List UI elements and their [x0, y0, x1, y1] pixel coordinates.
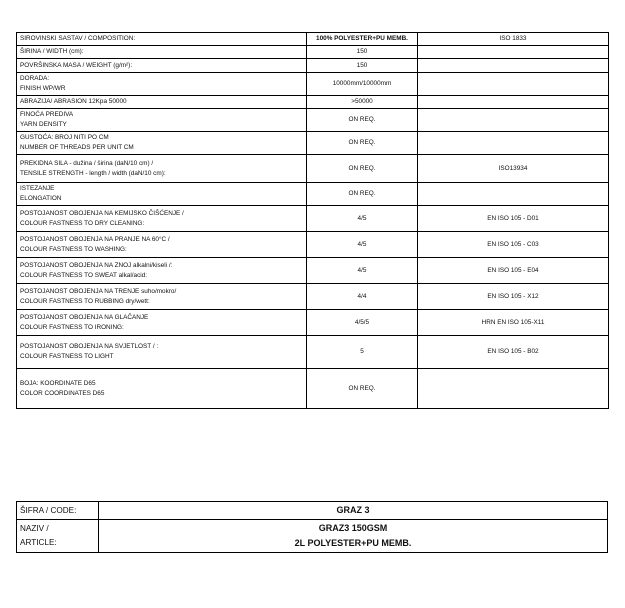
spec-value: 4/5 [307, 258, 418, 284]
spec-row [17, 96, 609, 109]
spec-label-line-1: ŠIRINA / WIDTH (cm): [20, 48, 84, 55]
spec-standard: ISO13934 [418, 155, 609, 183]
spec-standard: HRN EN ISO 105-X11 [418, 310, 609, 336]
spec-value: 5 [307, 336, 418, 369]
article-label-line-2: ARTICLE: [20, 538, 57, 547]
spec-row [17, 258, 609, 284]
spec-label-line-1: GUSTOĆA: BROJ NITI PO CM [20, 134, 109, 141]
spec-label-line-2: COLOUR FASTNESS TO IRONING: [20, 323, 124, 331]
spec-standard [418, 132, 609, 155]
spec-standard [418, 96, 609, 109]
spec-label-line-2: COLOUR FASTNESS TO DRY CLEANING: [20, 219, 145, 227]
article-value-line-1: GRAZ3 150GSM [318, 523, 388, 533]
spec-label [17, 369, 307, 409]
spec-label-line-1: SIROVINSKI SASTAV / COMPOSITION: [20, 35, 136, 42]
spec-label-line-1: FINOĆA PREDIVA [20, 111, 74, 118]
article-value [99, 520, 608, 553]
spec-label [17, 73, 307, 96]
spec-label-line-2: COLOUR FASTNESS TO RUBBING dry/wett: [20, 297, 150, 305]
spec-row [17, 206, 609, 232]
spec-value: ON REQ. [307, 109, 418, 132]
spec-label-line-2: COLOUR FASTNESS TO WASHING: [20, 245, 127, 253]
spec-value: 4/4 [307, 284, 418, 310]
spec-label [17, 96, 307, 109]
spec-label-line-2: COLOR COORDINATES D65 [20, 389, 105, 397]
spec-standard: ISO 1833 [418, 33, 609, 46]
spec-standard [418, 46, 609, 59]
spec-value: ON REQ. [307, 183, 418, 206]
spec-value: 4/5/5 [307, 310, 418, 336]
spec-row [17, 33, 609, 46]
spec-label [17, 258, 307, 284]
spec-label-line-1: PREKIDNA SILA - dužina / širina (daN/10 cm) / [20, 159, 154, 167]
spec-value: 10000mm/10000mm [307, 73, 418, 96]
spec-row [17, 109, 609, 132]
spec-label [17, 59, 307, 73]
spec-label-line-2: COLOUR FASTNESS TO LIGHT [20, 353, 114, 360]
spec-label [17, 206, 307, 232]
spec-standard [418, 369, 609, 409]
spec-row [17, 132, 609, 155]
spec-label-line-1: POSTOJANOST OBOJENJA NA TRENJE suho/mokro/ [20, 287, 177, 295]
spec-label [17, 183, 307, 206]
spec-row [17, 336, 609, 369]
spec-label-line-2: ELONGATION [20, 195, 62, 202]
spec-row [17, 369, 609, 409]
spec-label-line-1: ABRAZIJA/ ABRASION 12Kpa 50000 [20, 98, 127, 105]
article-row [17, 520, 608, 553]
spec-label-line-2: NUMBER OF THREADS PER UNIT CM [20, 144, 134, 151]
spec-label [17, 33, 307, 46]
article-label-line-1: NAZIV / [20, 524, 49, 533]
spec-standard [418, 73, 609, 96]
spec-label-line-1: POSTOJANOST OBOJENJA NA ZNOJ alkalni/kiseli /: [20, 261, 173, 269]
spec-label [17, 46, 307, 59]
spec-row [17, 59, 609, 73]
spec-label-line-1: POSTOJANOST OBOJENJA NA PRANJE NA 60°C / [20, 235, 170, 243]
spec-label-line-1: DORADA: [20, 75, 50, 82]
spec-standard: EN ISO 105 - C03 [418, 232, 609, 258]
spec-label-line-1: POSTOJANOST OBOJENJA NA SVJETLOST / : [20, 343, 159, 350]
spec-value: ON REQ. [307, 155, 418, 183]
spec-row [17, 183, 609, 206]
spec-label [17, 109, 307, 132]
spec-row [17, 310, 609, 336]
spec-standard: EN ISO 105 - B02 [418, 336, 609, 369]
spec-standard: EN ISO 105 - D01 [418, 206, 609, 232]
spec-label-line-1: POSTOJANOST OBOJENJA NA KEMIJSKO ČIŠĆENJE / [20, 209, 184, 217]
spec-label [17, 132, 307, 155]
article-code-table [16, 501, 608, 553]
spec-value: >50000 [307, 96, 418, 109]
spec-label-line-2: COLOUR FASTNESS TO SWEAT alkal/acid: [20, 271, 148, 279]
spec-label-line-1: BOJA: KOORDINATE D65 [20, 379, 96, 387]
spec-row [17, 155, 609, 183]
spec-label [17, 284, 307, 310]
spec-label-line-2: TENSILE STRENGTH - length / width (daN/10 cm): [20, 169, 166, 177]
code-value: GRAZ 3 [99, 502, 608, 520]
spec-row [17, 284, 609, 310]
spec-label [17, 310, 307, 336]
specification-table [16, 32, 609, 409]
spec-label-line-1: ISTEZANJE [20, 185, 55, 192]
article-label [17, 520, 99, 553]
spec-row [17, 232, 609, 258]
spec-standard [418, 109, 609, 132]
code-row [17, 502, 608, 520]
spec-label-line-2: YARN DENSITY [20, 121, 67, 128]
article-value-line-2: 2L POLYESTER+PU MEMB. [294, 538, 412, 548]
spec-value: 150 [307, 59, 418, 73]
spec-value: 4/5 [307, 232, 418, 258]
spec-label-line-2: FINISH WP/WR [20, 85, 66, 92]
code-label: ŠIFRA / CODE: [17, 502, 99, 520]
spec-value: 100% POLYESTER+PU MEMB. [307, 33, 418, 46]
spec-value: 150 [307, 46, 418, 59]
spec-row [17, 46, 609, 59]
spec-standard: EN ISO 105 - E04 [418, 258, 609, 284]
spec-standard [418, 183, 609, 206]
spec-label [17, 336, 307, 369]
spec-label-line-1: POVRŠINSKA MASA / WEIGHT (g/m²): [20, 61, 133, 69]
spec-value: ON REQ. [307, 369, 418, 409]
spec-row [17, 73, 609, 96]
spec-value: 4/5 [307, 206, 418, 232]
spec-label [17, 232, 307, 258]
spec-standard: EN ISO 105 - X12 [418, 284, 609, 310]
spec-label [17, 155, 307, 183]
spec-value: ON REQ. [307, 132, 418, 155]
spec-label-line-1: POSTOJANOST OBOJENJA NA GLAČANJE [20, 313, 149, 321]
spec-standard [418, 59, 609, 73]
